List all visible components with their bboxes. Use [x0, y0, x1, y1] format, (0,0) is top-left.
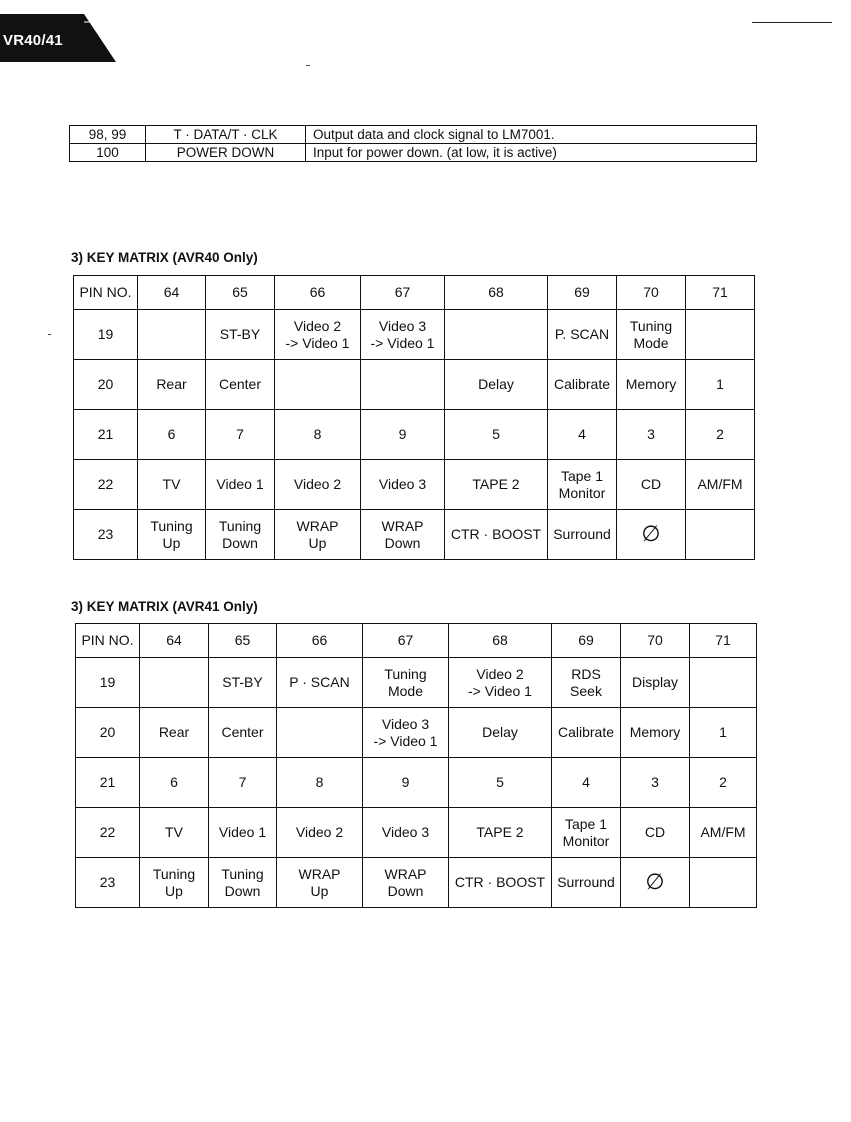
key-label: 6 — [167, 426, 176, 442]
key-cell — [361, 310, 445, 360]
row-pin-number — [74, 310, 138, 360]
key-cell — [361, 410, 445, 460]
key-label: Down — [224, 882, 261, 899]
key-label: 22 — [97, 476, 114, 492]
key-label: AM/FM — [700, 824, 746, 840]
key-label: Memory — [629, 724, 681, 740]
key-label: Tuning — [384, 665, 427, 682]
row-pin-number — [76, 708, 140, 758]
row-pin-number — [76, 858, 140, 908]
key-label: Video 2 — [476, 665, 524, 682]
key-cell — [686, 410, 755, 460]
key-label: 7 — [238, 774, 247, 790]
key-label: WRAP — [384, 865, 427, 882]
model-label: VR40/41 — [3, 32, 63, 49]
key-cell — [206, 410, 275, 460]
table-row — [70, 144, 757, 162]
key-label: ST-BY — [222, 674, 263, 690]
header-rule — [752, 22, 832, 23]
key-cell — [275, 310, 361, 360]
key-cell — [206, 360, 275, 410]
pin-column-header: 69 — [552, 624, 621, 658]
row-pin-number — [74, 410, 138, 460]
key-cell — [277, 808, 363, 858]
key-cell — [361, 460, 445, 510]
key-label: Mode — [387, 682, 424, 699]
key-cell — [548, 310, 617, 360]
pin-name: T · DATA/T · CLK — [146, 126, 306, 144]
key-cell — [206, 510, 275, 560]
key-matrix-avr41-table — [75, 623, 757, 908]
key-cell — [690, 708, 757, 758]
key-label: 20 — [99, 724, 116, 740]
key-cell — [275, 360, 361, 410]
key-cell — [363, 808, 449, 858]
pin-name: POWER DOWN — [146, 144, 306, 162]
pin-column-header: 70 — [621, 624, 690, 658]
key-label: Seek — [570, 682, 602, 699]
key-label: P · SCAN — [289, 674, 350, 690]
key-label: Delay — [478, 376, 514, 392]
key-label: 3 — [651, 774, 659, 790]
key-cell — [617, 510, 686, 560]
key-label: Center — [218, 376, 262, 392]
key-cell — [445, 360, 548, 410]
key-cell — [686, 310, 755, 360]
key-label: 19 — [97, 326, 114, 342]
key-label: 23 — [99, 874, 116, 890]
key-label: 4 — [582, 774, 590, 790]
row-pin-number — [74, 360, 138, 410]
key-label: Monitor — [562, 832, 610, 849]
key-label: 4 — [578, 426, 586, 442]
key-label: CTR · BOOST — [454, 874, 546, 890]
key-label: Tape 1 — [564, 815, 608, 832]
key-label: Tuning — [152, 865, 196, 882]
key-cell — [552, 808, 621, 858]
key-cell — [449, 858, 552, 908]
table-row — [76, 658, 757, 708]
table-row — [70, 126, 757, 144]
pin-column-header: 69 — [548, 276, 617, 310]
key-label: Monitor — [558, 484, 606, 501]
key-label: Tuning — [629, 317, 673, 334]
key-cell — [621, 808, 690, 858]
key-cell — [209, 708, 277, 758]
pin-column-header: 66 — [275, 276, 361, 310]
key-cell — [277, 858, 363, 908]
key-label: 23 — [97, 526, 114, 542]
key-cell — [552, 708, 621, 758]
pin-column-header: 65 — [206, 276, 275, 310]
key-label: -> Video 1 — [370, 334, 435, 351]
key-cell — [277, 658, 363, 708]
key-label: Tuning — [221, 865, 264, 882]
pin-description: Output data and clock signal to LM7001. — [306, 126, 757, 144]
key-cell — [138, 460, 206, 510]
key-label: CTR · BOOST — [450, 526, 542, 542]
key-label: 22 — [99, 824, 116, 840]
key-label: AM/FM — [697, 476, 743, 492]
key-cell — [686, 510, 755, 560]
key-cell — [686, 360, 755, 410]
key-cell — [445, 410, 548, 460]
key-label: 1 — [719, 724, 727, 740]
key-label: Rear — [156, 376, 187, 392]
key-cell — [209, 758, 277, 808]
key-cell — [363, 708, 449, 758]
key-cell — [690, 758, 757, 808]
key-label: Tuning — [150, 517, 193, 534]
pin-no-header: PIN NO. — [74, 276, 138, 310]
pin-column-header: 71 — [686, 276, 755, 310]
key-cell — [361, 510, 445, 560]
key-label: 19 — [99, 674, 116, 690]
key-label: 7 — [236, 426, 244, 442]
key-cell — [140, 808, 209, 858]
key-label: Up — [310, 882, 329, 899]
pin-no-header: PIN NO. — [76, 624, 140, 658]
key-cell — [138, 410, 206, 460]
key-cell — [140, 758, 209, 808]
key-label: Display — [632, 674, 678, 690]
key-cell — [206, 460, 275, 510]
key-cell — [275, 510, 361, 560]
key-cell — [209, 858, 277, 908]
key-label: Video 2 — [293, 476, 342, 492]
key-cell — [445, 460, 548, 510]
key-cell — [138, 310, 206, 360]
key-cell — [445, 310, 548, 360]
table-header-row — [76, 624, 757, 658]
key-cell — [617, 460, 686, 510]
key-label: 1 — [716, 376, 724, 392]
key-cell — [277, 758, 363, 808]
key-cell — [140, 708, 209, 758]
key-cell — [449, 758, 552, 808]
key-label: Up — [308, 534, 327, 551]
key-label: 20 — [97, 376, 114, 392]
key-label: Up — [162, 534, 181, 551]
key-label: P. SCAN — [554, 326, 610, 342]
key-label: Video 3 — [381, 715, 430, 732]
pin-column-header: 64 — [138, 276, 206, 310]
key-cell — [363, 758, 449, 808]
pin-number: 100 — [70, 144, 146, 162]
key-label: 5 — [492, 426, 500, 442]
table-row — [76, 858, 757, 908]
key-label: Video 1 — [216, 476, 264, 492]
key-cell — [548, 360, 617, 410]
pin-column-header: 66 — [277, 624, 363, 658]
key-label: Tape 1 — [560, 467, 604, 484]
key-cell — [690, 808, 757, 858]
key-label: Calibrate — [557, 724, 615, 740]
key-cell — [275, 460, 361, 510]
null-symbol: ∅ — [641, 520, 661, 546]
key-cell — [690, 658, 757, 708]
key-label: Surround — [553, 526, 611, 542]
pin-column-header: 70 — [617, 276, 686, 310]
key-cell — [449, 708, 552, 758]
key-cell — [277, 708, 363, 758]
key-label: TV — [162, 476, 181, 492]
key-label: 5 — [496, 774, 504, 790]
key-cell — [140, 858, 209, 908]
key-label: TV — [165, 824, 183, 840]
key-label: Video 2 — [293, 317, 342, 334]
key-cell — [140, 658, 209, 708]
key-label: 3 — [647, 426, 655, 442]
key-cell — [621, 658, 690, 708]
key-label: ST-BY — [219, 326, 261, 342]
key-label: CD — [644, 824, 666, 840]
key-cell — [686, 460, 755, 510]
key-label: -> Video 1 — [285, 334, 350, 351]
key-cell — [138, 510, 206, 560]
key-label: Down — [387, 882, 424, 899]
key-label: Video 3 — [378, 476, 427, 492]
key-label: WRAP — [298, 865, 341, 882]
key-cell — [617, 310, 686, 360]
row-pin-number — [74, 460, 138, 510]
key-cell — [617, 410, 686, 460]
key-cell — [275, 410, 361, 460]
table-row — [74, 360, 755, 410]
pin-description-table — [69, 125, 757, 162]
row-pin-number — [74, 510, 138, 560]
key-cell — [363, 858, 449, 908]
table-row — [76, 708, 757, 758]
table-row — [74, 510, 755, 560]
key-label: Down — [384, 534, 421, 551]
key-label: Mode — [633, 334, 669, 351]
pin-column-header: 68 — [449, 624, 552, 658]
key-label: 8 — [313, 426, 322, 442]
table-row — [74, 460, 755, 510]
key-label: WRAP — [381, 517, 424, 534]
key-cell — [548, 460, 617, 510]
pin-column-header: 65 — [209, 624, 277, 658]
key-cell — [361, 360, 445, 410]
key-label: TAPE 2 — [476, 824, 524, 840]
key-label: Up — [165, 882, 183, 899]
key-label: Rear — [158, 724, 190, 740]
key-label: Delay — [482, 724, 518, 740]
key-label: 9 — [401, 774, 410, 790]
pin-column-header: 64 — [140, 624, 209, 658]
key-cell — [449, 658, 552, 708]
row-pin-number — [76, 658, 140, 708]
key-cell — [548, 410, 617, 460]
key-label: TAPE 2 — [472, 476, 520, 492]
key-cell — [206, 310, 275, 360]
table-header-row — [74, 276, 755, 310]
key-label: Video 3 — [381, 824, 430, 840]
key-label: Calibrate — [553, 376, 611, 392]
key-cell — [552, 858, 621, 908]
key-label: Down — [222, 534, 258, 551]
key-label: Video 2 — [295, 824, 344, 840]
key-label: -> Video 1 — [468, 682, 532, 699]
key-cell — [690, 858, 757, 908]
pin-column-header: 71 — [690, 624, 757, 658]
key-label: 21 — [97, 426, 114, 442]
key-label: 9 — [398, 426, 407, 442]
pin-column-header: 67 — [363, 624, 449, 658]
key-cell — [552, 658, 621, 708]
key-cell — [209, 658, 277, 708]
key-cell — [621, 858, 690, 908]
table-row — [76, 808, 757, 858]
key-label: 6 — [170, 774, 178, 790]
key-label: 2 — [719, 774, 727, 790]
pin-column-header: 67 — [361, 276, 445, 310]
key-label: Center — [221, 724, 264, 740]
key-label: Memory — [625, 376, 677, 392]
pin-description: Input for power down. (at low, it is active) — [306, 144, 757, 162]
key-label: Video 3 — [378, 317, 427, 334]
key-label: Tuning — [218, 517, 262, 534]
key-cell — [209, 808, 277, 858]
key-cell — [552, 758, 621, 808]
key-label: RDS — [571, 665, 601, 682]
key-label: CD — [640, 476, 662, 492]
key-matrix-avr40-table — [73, 275, 755, 560]
key-label: Surround — [557, 874, 615, 890]
key-cell — [621, 758, 690, 808]
key-label: 8 — [315, 774, 324, 790]
key-cell — [548, 510, 617, 560]
null-symbol: ∅ — [645, 868, 665, 894]
section-title-avr40: 3) KEY MATRIX (AVR40 Only) — [71, 250, 258, 265]
scan-mark — [306, 65, 310, 66]
pin-column-header: 68 — [445, 276, 548, 310]
key-cell — [138, 360, 206, 410]
key-label: 2 — [716, 426, 724, 442]
key-cell — [617, 360, 686, 410]
key-cell — [621, 708, 690, 758]
key-cell — [445, 510, 548, 560]
section-title-avr41: 3) KEY MATRIX (AVR41 Only) — [71, 599, 258, 614]
key-label: Video 1 — [218, 824, 267, 840]
model-badge — [0, 14, 116, 62]
row-pin-number — [76, 808, 140, 858]
margin-mark — [48, 334, 51, 335]
key-label: -> Video 1 — [373, 732, 438, 749]
key-label: WRAP — [296, 517, 339, 534]
pin-number: 98, 99 — [70, 126, 146, 144]
row-pin-number — [76, 758, 140, 808]
key-cell — [449, 808, 552, 858]
key-cell — [363, 658, 449, 708]
table-row — [74, 410, 755, 460]
table-row — [74, 310, 755, 360]
key-label: 21 — [99, 774, 116, 790]
table-row — [76, 758, 757, 808]
